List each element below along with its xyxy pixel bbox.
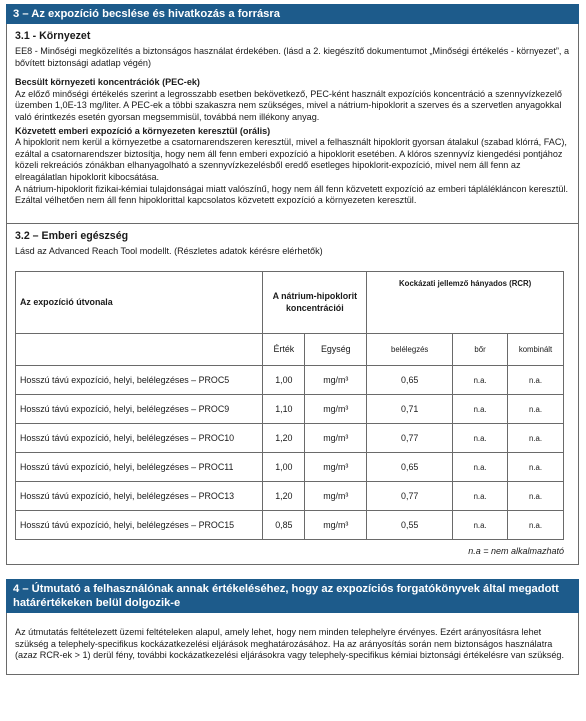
table-footnote: n.a = nem alkalmazható — [468, 546, 564, 557]
subheader-value: Érték — [263, 334, 305, 366]
row-rcr-inhalation: 0,77 — [367, 424, 453, 453]
row-rcr-inhalation: 0,65 — [367, 366, 453, 395]
row-value: 1,20 — [263, 424, 305, 453]
pec-heading: Becsült környezeti koncentrációk (PEC-ek) — [15, 77, 200, 88]
row-unit: mg/m³ — [305, 482, 367, 511]
row-rcr-combined: n.a. — [508, 482, 564, 511]
row-rcr-combined: n.a. — [508, 424, 564, 453]
table-row — [16, 453, 564, 482]
row-value: 0,85 — [263, 511, 305, 540]
table-row — [16, 482, 564, 511]
table-row — [16, 424, 564, 453]
row-route: Hosszú távú expozíció, helyi, belélegzéses – PROC10 — [16, 424, 263, 453]
subheader-combined: kombinált — [508, 334, 564, 366]
row-route: Hosszú távú expozíció, helyi, belélegzéses – PROC13 — [16, 482, 263, 511]
row-rcr-inhalation: 0,65 — [367, 453, 453, 482]
header-concentration: A nátrium-hipoklorit koncentrációi — [263, 272, 367, 334]
rcr-table — [15, 271, 564, 540]
section-3-1-body — [6, 24, 579, 224]
row-route: Hosszú távú expozíció, helyi, belélegzéses – PROC15 — [16, 511, 263, 540]
section-3-1-intro: EE8 - Minőségi megközelítés a biztonságos használat érdekében. (lásd a 2. kiegészítő dokumentumot „Minőségi értékelés - környezet”, a bővített biztonsági adatlap végén) — [15, 46, 569, 68]
section-4-header: 4 – Útmutató a felhasználónak annak értékeléséhez, hogy az expozíciós forgatókönyvek által megadott határértékeken belül dolgozik-e — [6, 579, 579, 613]
row-rcr-skin: n.a. — [453, 453, 508, 482]
indirect-exposure-text-1: A hipoklorit nem kerül a környezetbe a csatornarendszeren keresztül, mivel a felhasznált hipoklorit gyorsan átalakul (szabad klórrá, FAC), ezáltal a csatornarendszer biztosítja, hogy nem áll fenn emberi expozíció a hipoklorit esetében. A klóros szennyvíz kiengedési pontjához közeli rekreációs zónákban elhanyagolható a szennyvízkezelésből eredő esetleges hipoklorit-expozíció, mivel nem áll fenn az elreagálatlan hipoklorit kibocsátása. — [15, 137, 567, 182]
row-rcr-combined: n.a. — [508, 395, 564, 424]
row-rcr-inhalation: 0,77 — [367, 482, 453, 511]
row-unit: mg/m³ — [305, 453, 367, 482]
row-value: 1,00 — [263, 453, 305, 482]
table-header-row — [16, 272, 564, 334]
subheader-unit: Egység — [305, 334, 367, 366]
subheader-skin: bőr — [453, 334, 508, 366]
row-rcr-skin: n.a. — [453, 424, 508, 453]
row-route: Hosszú távú expozíció, helyi, belélegzéses – PROC9 — [16, 395, 263, 424]
section-3-1-title: 3.1 - Környezet — [15, 30, 91, 42]
row-unit: mg/m³ — [305, 511, 367, 540]
document-page — [6, 4, 579, 675]
row-value: 1,20 — [263, 482, 305, 511]
row-value: 1,10 — [263, 395, 305, 424]
row-value: 1,00 — [263, 366, 305, 395]
row-rcr-inhalation: 0,55 — [367, 511, 453, 540]
indirect-exposure-heading: Közvetett emberi expozíció a környezeten keresztül (orális) — [15, 125, 271, 136]
table-row — [16, 366, 564, 395]
row-rcr-combined: n.a. — [508, 366, 564, 395]
section-3-2-intro: Lásd az Advanced Reach Tool modellt. (Részletes adatok kérésre elérhetők) — [15, 245, 323, 256]
section-4-body — [6, 613, 579, 675]
row-rcr-skin: n.a. — [453, 511, 508, 540]
row-unit: mg/m³ — [305, 424, 367, 453]
row-unit: mg/m³ — [305, 366, 367, 395]
indirect-exposure-text-2: A nátrium-hipoklorit fizikai-kémiai tulajdonságai miatt valószínű, hogy nem áll fenn közvetett expozíció az emberi táplálékláncon keresztül. Ezáltal vélhetően nem áll fenn hipoklorittal kapcsolatos közvetett expozíció a környezeten keresztül. — [15, 183, 568, 206]
section-4-text: Az útmutatás feltételezett üzemi feltételeken alapul, amely lehet, hogy nem minden telephelyre érvényes. Ezért arányosításra lehet szükség a telephely-specifikus kockázatkezelési eljárások meghatározásához. Ha az arányosítás során nem biztonságos használatra (azaz RCR-ek > 1) derül fény, további kockázatkezelési eljárásokra vagy telephely-specifikus kémiai biztonsági értékelésre van szükség. — [15, 626, 564, 661]
pec-text: Az előző minőségi értékelés szerint a legrosszabb esetben bekövetkező, PEC-ként használt expozíciós koncentráció a szennyvízkezelő üzemben 1,0E-13 mg/liter. A PEC-ek a többi szakaszra nem szükséges, mivel a nátrium-hipoklorit a szerves és a szervetlen anyagokkal való érintkezés esetén gyorsan megsemmisül, továbbá nem illékony anyag. — [15, 88, 562, 122]
table-row — [16, 395, 564, 424]
row-rcr-inhalation: 0,71 — [367, 395, 453, 424]
row-unit: mg/m³ — [305, 395, 367, 424]
section-3-header: 3 – Az expozíció becslése és hivatkozás a forrásra — [6, 4, 579, 24]
table-row — [16, 511, 564, 540]
row-route: Hosszú távú expozíció, helyi, belélegzéses – PROC11 — [16, 453, 263, 482]
row-rcr-combined: n.a. — [508, 511, 564, 540]
header-rcr: Kockázati jellemző hányados (RCR) — [367, 272, 564, 334]
row-rcr-combined: n.a. — [508, 453, 564, 482]
subheader-inhalation: belélegzés — [367, 334, 453, 366]
section-3-2-body — [6, 224, 579, 565]
subheader-empty — [16, 334, 263, 366]
table-subheader-row — [16, 334, 564, 366]
row-rcr-skin: n.a. — [453, 395, 508, 424]
row-route: Hosszú távú expozíció, helyi, belélegzéses – PROC5 — [16, 366, 263, 395]
header-route: Az expozíció útvonala — [16, 272, 263, 334]
row-rcr-skin: n.a. — [453, 366, 508, 395]
row-rcr-skin: n.a. — [453, 482, 508, 511]
section-3-2-title: 3.2 – Emberi egészség — [15, 229, 129, 242]
